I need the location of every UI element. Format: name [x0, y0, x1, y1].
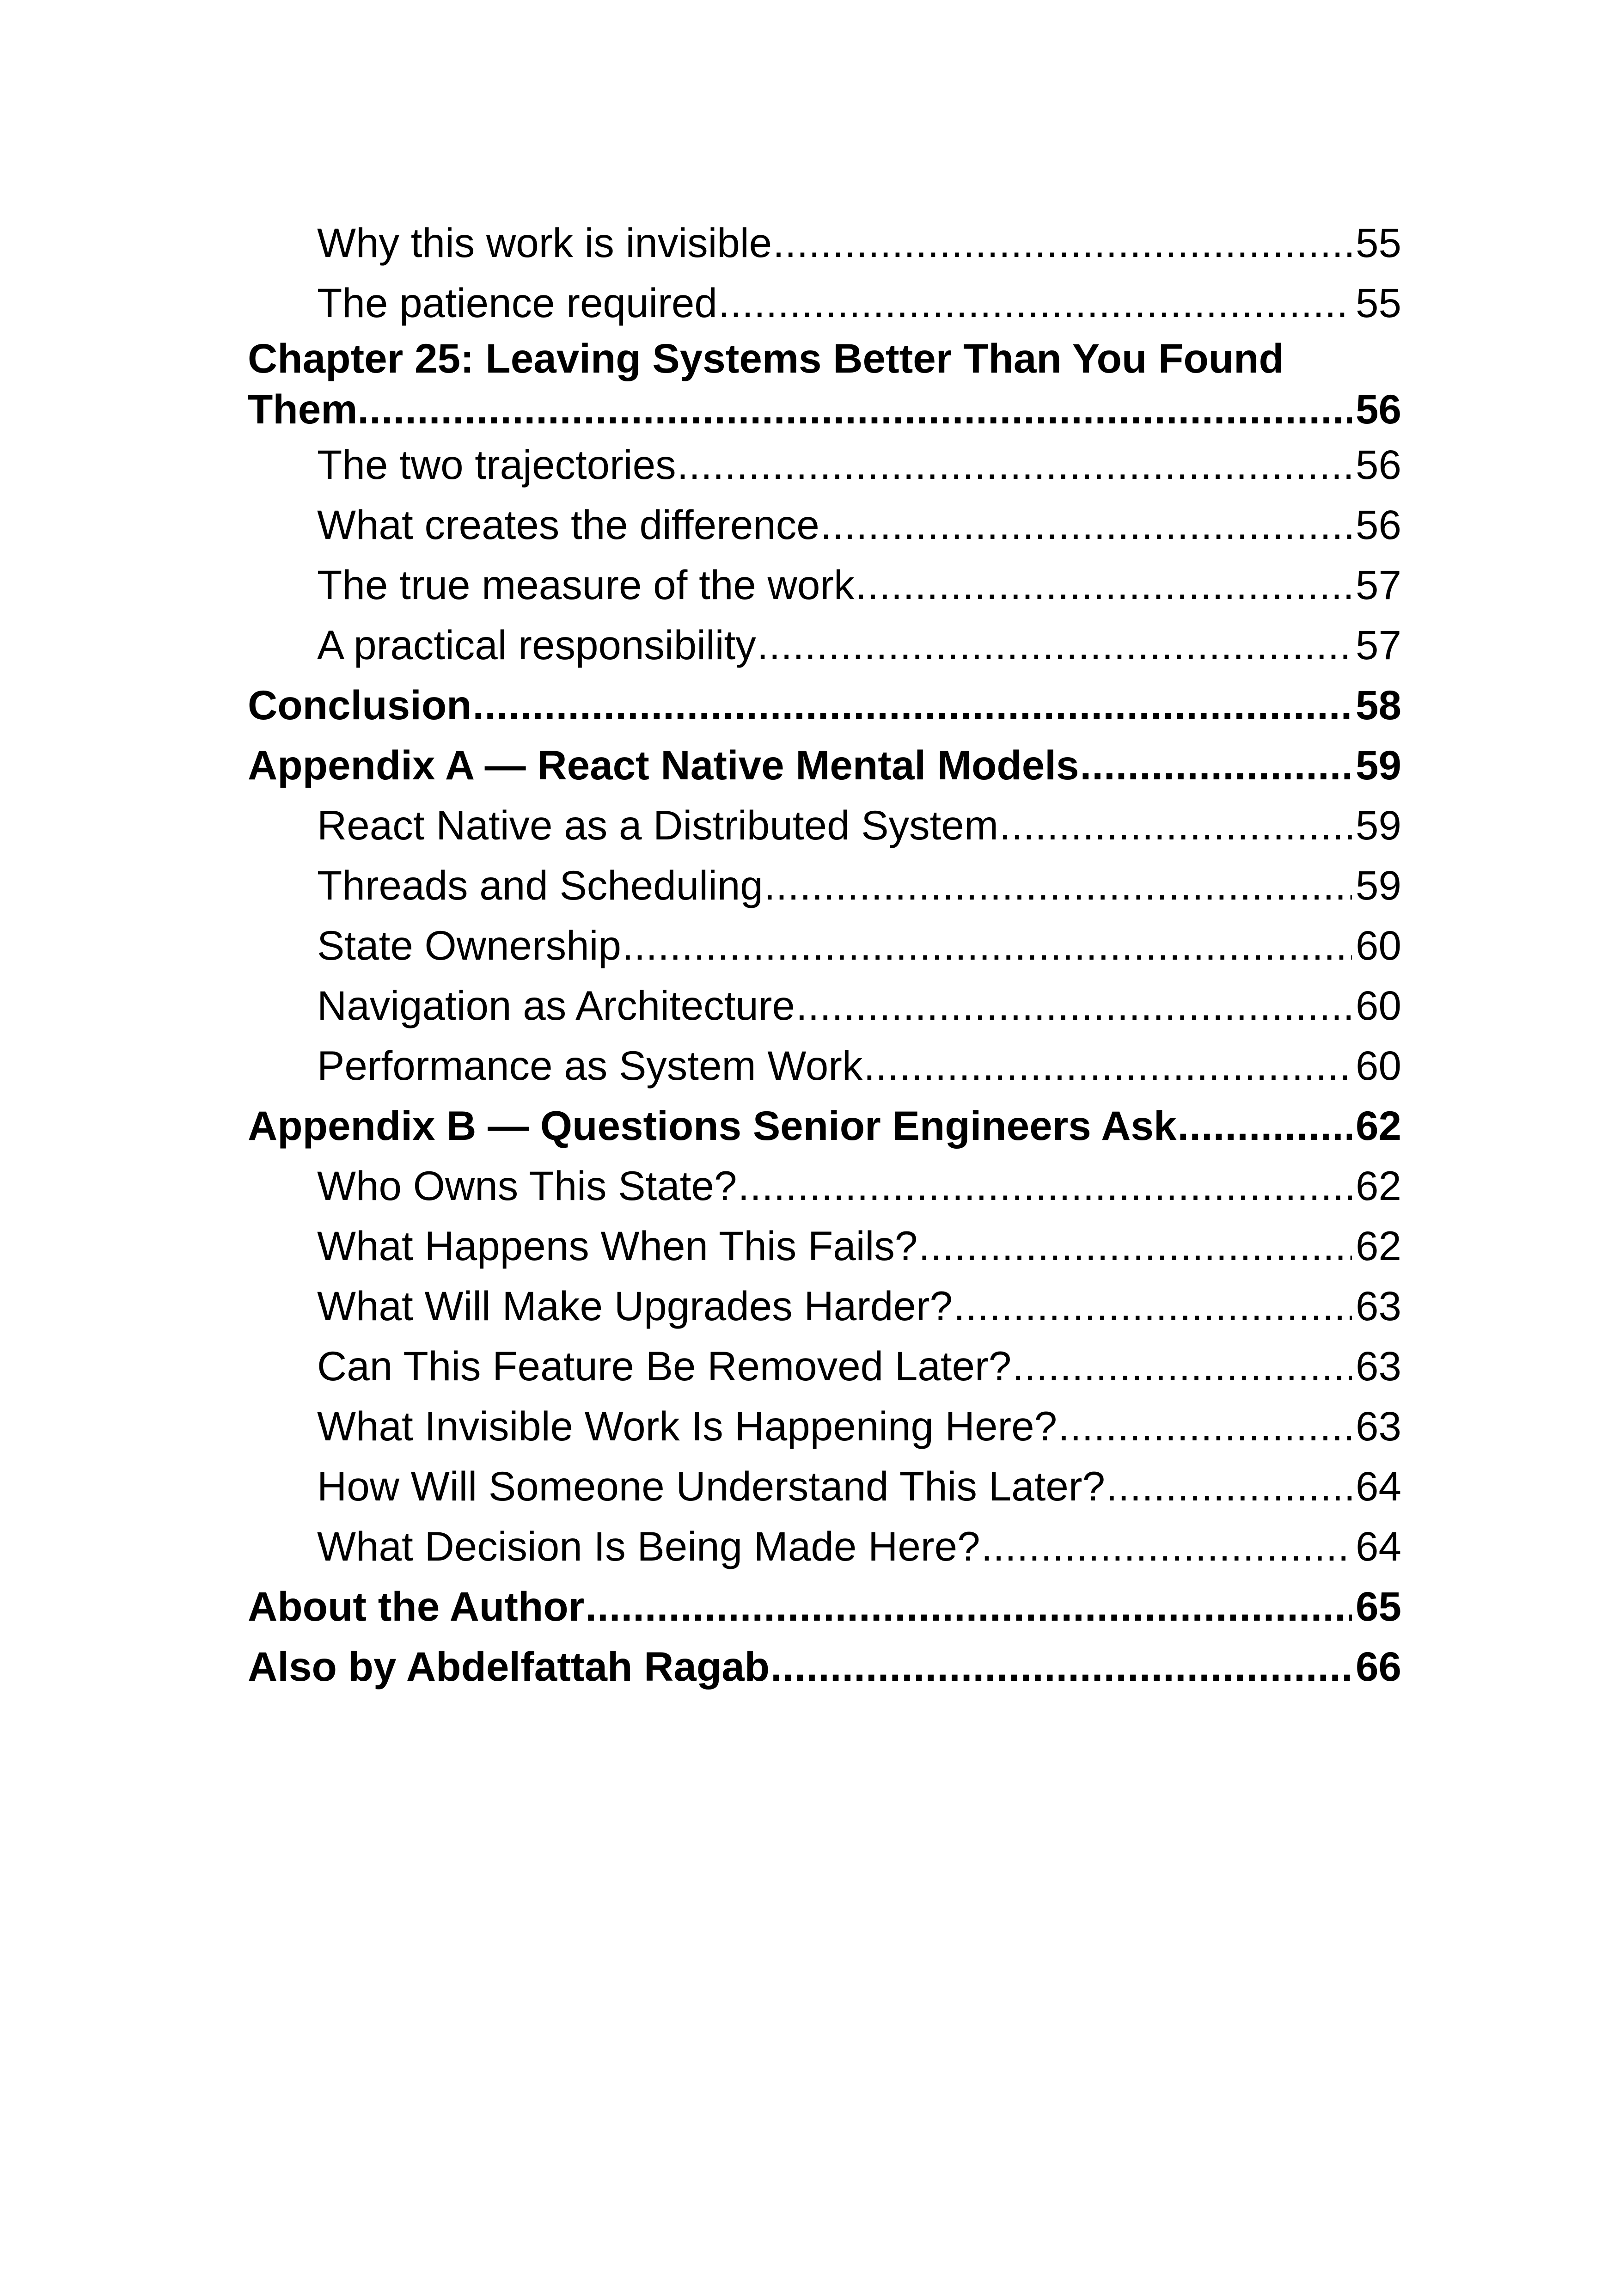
toc-entry-title: Navigation as Architecture: [317, 975, 796, 1035]
toc-entry[interactable]: [248, 1276, 1401, 1336]
dot-leader: [473, 675, 1352, 735]
toc-entry[interactable]: [248, 1216, 1401, 1276]
toc-chapter-entry[interactable]: [248, 1576, 1401, 1636]
toc-entry-page: 60: [1352, 915, 1401, 975]
dot-leader: [954, 1276, 1352, 1336]
toc-entry-title: Conclusion: [248, 675, 473, 735]
dot-leader: [622, 915, 1352, 975]
toc-entry-page: 55: [1352, 213, 1401, 273]
toc-entry-title: Why this work is invisible: [317, 213, 773, 273]
toc-entry-title-line1: Chapter 25: Leaving Systems Better Than You Found: [248, 335, 1284, 381]
dot-leader: [738, 1156, 1352, 1216]
toc-entry-title: The two trajectories: [317, 435, 677, 495]
toc-entry-page: 60: [1352, 975, 1401, 1035]
dot-leader: [1012, 1336, 1352, 1396]
toc-entry-page: 62: [1352, 1156, 1401, 1216]
toc-entry-title: Also by Abdelfattah Ragab: [248, 1636, 770, 1696]
dot-leader: [764, 855, 1352, 915]
toc-entry-page: 62: [1352, 1216, 1401, 1276]
toc-entry[interactable]: [248, 555, 1401, 615]
dot-leader: [1106, 1456, 1352, 1516]
toc-entry-title: What Decision Is Being Made Here?: [317, 1516, 981, 1576]
toc-entry-title: A practical responsibility: [317, 615, 757, 675]
toc-entry[interactable]: [248, 1035, 1401, 1096]
toc-entry[interactable]: [248, 1456, 1401, 1516]
dot-leader: [773, 213, 1352, 273]
toc-chapter-entry[interactable]: [248, 333, 1401, 435]
toc-entry-page: 65: [1352, 1576, 1401, 1636]
dot-leader: [677, 435, 1352, 495]
toc-entry-title-line2: Them: [248, 386, 358, 432]
toc-entry[interactable]: [248, 435, 1401, 495]
toc-entry[interactable]: [248, 975, 1401, 1035]
toc-entry[interactable]: [248, 1336, 1401, 1396]
dot-leader: [1080, 735, 1352, 795]
toc-entry-page: 62: [1352, 1096, 1401, 1156]
toc-entry-page: 66: [1352, 1636, 1401, 1696]
toc-entry-title: Performance as System Work: [317, 1035, 863, 1096]
toc-entry[interactable]: [248, 615, 1401, 675]
toc-entry-page: 64: [1352, 1516, 1401, 1576]
dot-leader: [863, 1035, 1352, 1096]
toc-entry[interactable]: [248, 273, 1401, 333]
toc-entry-page: 63: [1352, 1276, 1401, 1336]
toc-entry-title: State Ownership: [317, 915, 622, 975]
toc-entry-title: React Native as a Distributed System: [317, 795, 999, 855]
toc-entry-page: 57: [1352, 615, 1401, 675]
toc-entry-page: 59: [1352, 795, 1401, 855]
toc-entry-page: 59: [1352, 855, 1401, 915]
toc-entry-page: 60: [1352, 1035, 1401, 1096]
toc-entry-page: 63: [1352, 1396, 1401, 1456]
dot-leader: [718, 273, 1352, 333]
toc-entry-title: Who Owns This State?: [317, 1156, 738, 1216]
toc-entry[interactable]: [248, 855, 1401, 915]
dot-leader: [855, 555, 1352, 615]
dot-leader: [796, 975, 1352, 1035]
toc-entry[interactable]: [248, 915, 1401, 975]
dot-leader: [999, 795, 1352, 855]
dot-leader: [981, 1516, 1352, 1576]
toc-entry[interactable]: [248, 1516, 1401, 1576]
toc-entry-title: Can This Feature Be Removed Later?: [317, 1336, 1012, 1396]
toc-chapter-entry[interactable]: [248, 1636, 1401, 1696]
toc-entry-page: 56: [1352, 495, 1401, 555]
toc-entry-title: About the Author: [248, 1576, 585, 1636]
toc-entry-page: 63: [1352, 1336, 1401, 1396]
toc-entry-page: 58: [1352, 675, 1401, 735]
dot-leader: [770, 1636, 1352, 1696]
toc-entry[interactable]: [248, 1396, 1401, 1456]
toc-entry-page: 57: [1352, 555, 1401, 615]
toc-entry-title: The patience required: [317, 273, 718, 333]
toc-chapter-entry[interactable]: [248, 1096, 1401, 1156]
dot-leader: [820, 495, 1352, 555]
toc-chapter-entry[interactable]: [248, 675, 1401, 735]
toc-entry-title: What Invisible Work Is Happening Here?: [317, 1396, 1058, 1456]
toc-entry-title: What Happens When This Fails?: [317, 1216, 918, 1276]
toc-chapter-entry[interactable]: [248, 735, 1401, 795]
dot-leader: [757, 615, 1352, 675]
toc-entry-page: 59: [1352, 735, 1401, 795]
toc-entry[interactable]: [248, 213, 1401, 273]
toc-entry-page: 56: [1356, 386, 1401, 432]
toc-entry[interactable]: [248, 1156, 1401, 1216]
toc-entry-title: The true measure of the work: [317, 555, 855, 615]
toc-entry-page: 56: [1352, 435, 1401, 495]
dot-leader: [357, 384, 1352, 435]
toc-entry-page: 55: [1352, 273, 1401, 333]
toc-entry-title: How Will Someone Understand This Later?: [317, 1456, 1106, 1516]
table-of-contents: [248, 213, 1401, 1696]
toc-entry[interactable]: [248, 495, 1401, 555]
toc-entry-title: Threads and Scheduling: [317, 855, 764, 915]
toc-entry-page: 64: [1352, 1456, 1401, 1516]
dot-leader: [918, 1216, 1352, 1276]
toc-entry-title: What Will Make Upgrades Harder?: [317, 1276, 954, 1336]
toc-entry[interactable]: [248, 795, 1401, 855]
dot-leader: [1178, 1096, 1352, 1156]
toc-entry-title: What creates the difference: [317, 495, 820, 555]
dot-leader: [1058, 1396, 1352, 1456]
toc-entry-title: Appendix B — Questions Senior Engineers Ask: [248, 1096, 1178, 1156]
toc-entry-title: Appendix A — React Native Mental Models: [248, 735, 1080, 795]
dot-leader: [585, 1576, 1352, 1636]
